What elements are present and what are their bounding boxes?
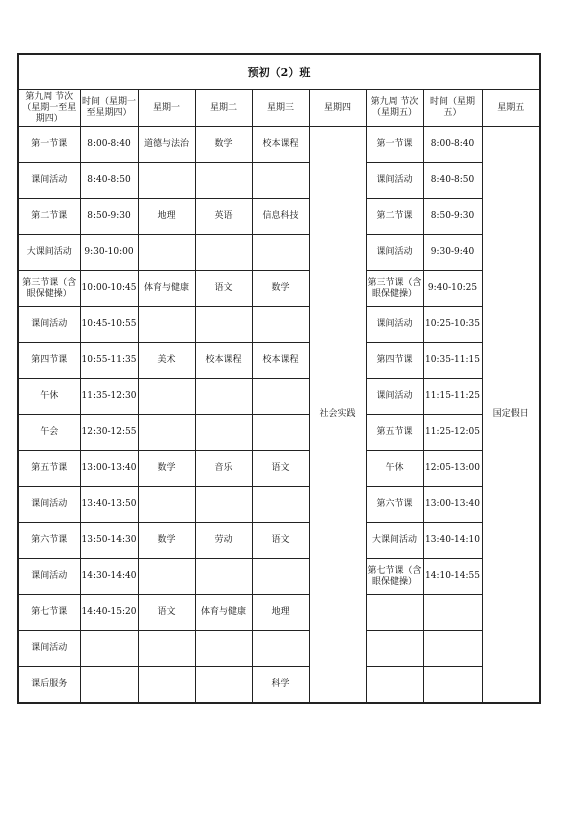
tuesday-cell [195, 307, 252, 343]
friday-time-cell [423, 667, 482, 704]
friday-time-cell: 14:10-14:55 [423, 559, 482, 595]
friday-period-cell: 第四节课 [366, 343, 423, 379]
monday-cell: 语文 [138, 595, 195, 631]
friday-time-cell: 10:25-10:35 [423, 307, 482, 343]
friday-merged-cell: 国定假日 [482, 127, 540, 704]
period-cell: 课间活动 [18, 559, 80, 595]
time-cell: 12:30-12:55 [80, 415, 138, 451]
wednesday-cell: 语文 [252, 523, 309, 559]
table-row [18, 415, 540, 451]
table-row [18, 631, 540, 667]
wednesday-cell: 校本课程 [252, 127, 309, 163]
table-row [18, 667, 540, 704]
schedule-body [18, 54, 540, 703]
table-row [18, 595, 540, 631]
header-monday: 星期一 [138, 90, 195, 127]
time-cell: 14:30-14:40 [80, 559, 138, 595]
period-cell: 午休 [18, 379, 80, 415]
wednesday-cell [252, 631, 309, 667]
monday-cell: 数学 [138, 451, 195, 487]
table-row [18, 523, 540, 559]
period-cell: 第六节课 [18, 523, 80, 559]
wednesday-cell: 校本课程 [252, 343, 309, 379]
friday-time-cell [423, 631, 482, 667]
friday-period-cell: 课间活动 [366, 379, 423, 415]
wednesday-cell: 地理 [252, 595, 309, 631]
monday-cell: 道德与法治 [138, 127, 195, 163]
friday-period-cell: 第一节课 [366, 127, 423, 163]
wednesday-cell: 信息科技 [252, 199, 309, 235]
tuesday-cell [195, 163, 252, 199]
tuesday-cell: 劳动 [195, 523, 252, 559]
table-row [18, 379, 540, 415]
friday-time-cell: 8:50-9:30 [423, 199, 482, 235]
friday-period-cell [366, 667, 423, 704]
tuesday-cell: 数学 [195, 127, 252, 163]
friday-time-cell [423, 595, 482, 631]
table-row [18, 307, 540, 343]
friday-time-cell: 13:00-13:40 [423, 487, 482, 523]
friday-period-cell: 课间活动 [366, 163, 423, 199]
wednesday-cell [252, 307, 309, 343]
monday-cell [138, 487, 195, 523]
table-row [18, 127, 540, 163]
time-cell: 10:00-10:45 [80, 271, 138, 307]
tuesday-cell [195, 631, 252, 667]
monday-cell [138, 235, 195, 271]
friday-time-cell: 9:40-10:25 [423, 271, 482, 307]
tuesday-cell: 音乐 [195, 451, 252, 487]
friday-period-cell: 课间活动 [366, 235, 423, 271]
tuesday-cell: 英语 [195, 199, 252, 235]
period-cell: 课间活动 [18, 487, 80, 523]
time-cell: 13:50-14:30 [80, 523, 138, 559]
tuesday-cell [195, 559, 252, 595]
wednesday-cell: 语文 [252, 451, 309, 487]
tuesday-cell [195, 487, 252, 523]
friday-period-cell: 第七节课（含眼保健操） [366, 559, 423, 595]
table-title: 预初（2）班 [18, 54, 540, 90]
tuesday-cell [195, 235, 252, 271]
tuesday-cell: 语文 [195, 271, 252, 307]
friday-period-cell: 第三节课（含眼保健操） [366, 271, 423, 307]
friday-period-cell: 午休 [366, 451, 423, 487]
time-cell: 10:45-10:55 [80, 307, 138, 343]
monday-cell: 美术 [138, 343, 195, 379]
monday-cell [138, 667, 195, 704]
title-row [18, 54, 540, 90]
tuesday-cell [195, 415, 252, 451]
friday-time-cell: 11:15-11:25 [423, 379, 482, 415]
period-cell: 第四节课 [18, 343, 80, 379]
time-cell: 11:35-12:30 [80, 379, 138, 415]
header-friday-period: 第九周 节次（星期五） [366, 90, 423, 127]
schedule-table [17, 53, 541, 704]
tuesday-cell [195, 379, 252, 415]
period-cell: 课间活动 [18, 307, 80, 343]
wednesday-cell [252, 379, 309, 415]
period-cell: 第三节课（含眼保健操） [18, 271, 80, 307]
header-wednesday: 星期三 [252, 90, 309, 127]
monday-cell: 体育与健康 [138, 271, 195, 307]
monday-cell [138, 379, 195, 415]
wednesday-cell [252, 559, 309, 595]
period-cell: 第七节课 [18, 595, 80, 631]
header-friday-time: 时间（星期五） [423, 90, 482, 127]
friday-period-cell: 大课间活动 [366, 523, 423, 559]
time-cell: 13:00-13:40 [80, 451, 138, 487]
table-row [18, 451, 540, 487]
table-row [18, 199, 540, 235]
thursday-merged-cell: 社会实践 [309, 127, 366, 704]
friday-time-cell: 9:30-9:40 [423, 235, 482, 271]
period-cell: 第五节课 [18, 451, 80, 487]
tuesday-cell: 校本课程 [195, 343, 252, 379]
header-friday: 星期五 [482, 90, 540, 127]
table-row [18, 343, 540, 379]
time-cell: 9:30-10:00 [80, 235, 138, 271]
period-cell: 大课间活动 [18, 235, 80, 271]
monday-cell [138, 163, 195, 199]
friday-time-cell: 8:40-8:50 [423, 163, 482, 199]
wednesday-cell [252, 487, 309, 523]
time-cell: 8:50-9:30 [80, 199, 138, 235]
monday-cell [138, 415, 195, 451]
table-row [18, 487, 540, 523]
monday-cell [138, 631, 195, 667]
header-tuesday: 星期二 [195, 90, 252, 127]
friday-period-cell: 第六节课 [366, 487, 423, 523]
period-cell: 第二节课 [18, 199, 80, 235]
wednesday-cell: 科学 [252, 667, 309, 704]
monday-cell: 地理 [138, 199, 195, 235]
wednesday-cell [252, 415, 309, 451]
monday-cell [138, 559, 195, 595]
period-cell: 课间活动 [18, 163, 80, 199]
time-cell [80, 667, 138, 704]
friday-time-cell: 11:25-12:05 [423, 415, 482, 451]
monday-cell [138, 307, 195, 343]
header-row [18, 90, 540, 127]
friday-time-cell: 12:05-13:00 [423, 451, 482, 487]
table-row [18, 271, 540, 307]
time-cell: 8:40-8:50 [80, 163, 138, 199]
table-row [18, 163, 540, 199]
wednesday-cell: 数学 [252, 271, 309, 307]
friday-time-cell: 8:00-8:40 [423, 127, 482, 163]
friday-period-cell [366, 595, 423, 631]
period-cell: 课间活动 [18, 631, 80, 667]
header-thursday: 星期四 [309, 90, 366, 127]
monday-cell: 数学 [138, 523, 195, 559]
time-cell: 13:40-13:50 [80, 487, 138, 523]
time-cell: 8:00-8:40 [80, 127, 138, 163]
time-cell [80, 631, 138, 667]
friday-period-cell: 课间活动 [366, 307, 423, 343]
header-period: 第九周 节次（星期一至星期四） [18, 90, 80, 127]
time-cell: 14:40-15:20 [80, 595, 138, 631]
wednesday-cell [252, 163, 309, 199]
friday-time-cell: 13:40-14:10 [423, 523, 482, 559]
wednesday-cell [252, 235, 309, 271]
time-cell: 10:55-11:35 [80, 343, 138, 379]
header-time: 时间（星期一至星期四） [80, 90, 138, 127]
period-cell: 第一节课 [18, 127, 80, 163]
friday-period-cell: 第二节课 [366, 199, 423, 235]
table-row [18, 559, 540, 595]
period-cell: 午会 [18, 415, 80, 451]
friday-time-cell: 10:35-11:15 [423, 343, 482, 379]
tuesday-cell [195, 667, 252, 704]
period-cell: 课后服务 [18, 667, 80, 704]
friday-period-cell: 第五节课 [366, 415, 423, 451]
friday-period-cell [366, 631, 423, 667]
table-row [18, 235, 540, 271]
tuesday-cell: 体育与健康 [195, 595, 252, 631]
